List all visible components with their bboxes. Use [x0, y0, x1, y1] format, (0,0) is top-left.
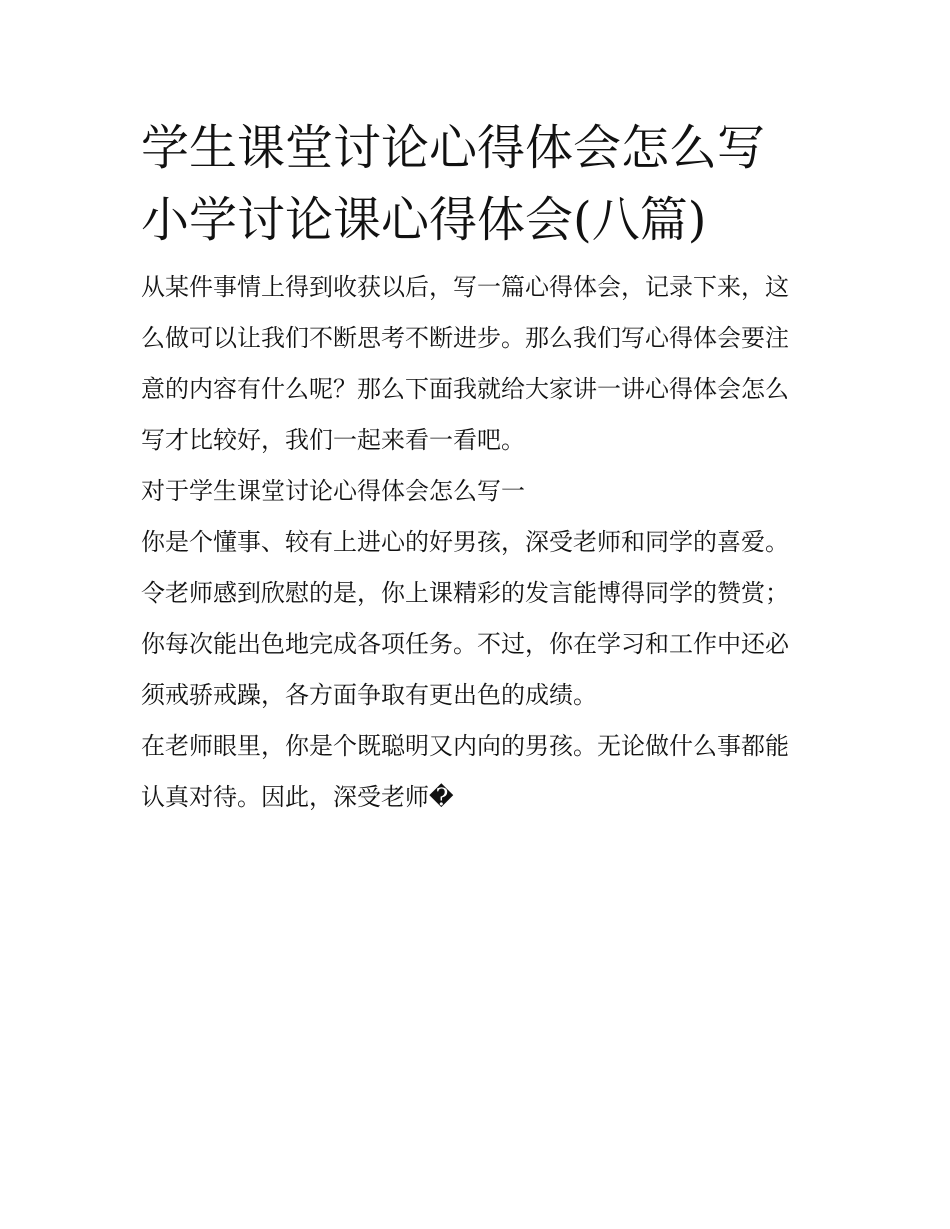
intro-line-4: 写才比较好，我们一起来看一看吧。 — [141, 426, 525, 454]
intro-line-1: 从某件事情上得到收获以后，写一篇心得体会，记录下来，这 — [141, 273, 789, 301]
intro-paragraph — [141, 262, 813, 466]
paragraph-1-line-2: 令老师感到欣慰的是，你上课精彩的发言能博得同学的赞赏； — [141, 579, 789, 607]
document-content — [141, 112, 813, 823]
paragraph-1-line-3: 你每次能出色地完成各项任务。不过，你在学习和工作中还必 — [141, 630, 789, 658]
section-heading: 对于学生课堂讨论心得体会怎么写一 — [141, 477, 525, 505]
paragraph-2-line-1: 在老师眼里，你是个既聪明又内向的男孩。无论做什么事都能 — [141, 732, 789, 760]
intro-line-3: 意的内容有什么呢？那么下面我就给大家讲一讲心得体会怎么 — [141, 375, 789, 403]
intro-line-2: 么做可以让我们不断思考不断进步。那么我们写心得体会要注 — [141, 324, 789, 352]
paragraph-1-line-1: 你是个懂事、较有上进心的好男孩，深受老师和同学的喜爱。 — [141, 528, 789, 556]
document-title — [141, 112, 813, 256]
paragraph-2 — [141, 721, 813, 823]
paragraph-1 — [141, 517, 813, 721]
paragraph-2-line-2: 认真对待。因此，深受老师� — [141, 783, 454, 811]
title-line-1: 学生课堂讨论心得体会怎么写 — [141, 120, 766, 176]
document-body — [141, 262, 813, 823]
paragraph-1-line-4: 须戒骄戒躁，各方面争取有更出色的成绩。 — [141, 681, 597, 709]
title-line-2: 小学讨论课心得体会(八篇) — [141, 192, 707, 248]
